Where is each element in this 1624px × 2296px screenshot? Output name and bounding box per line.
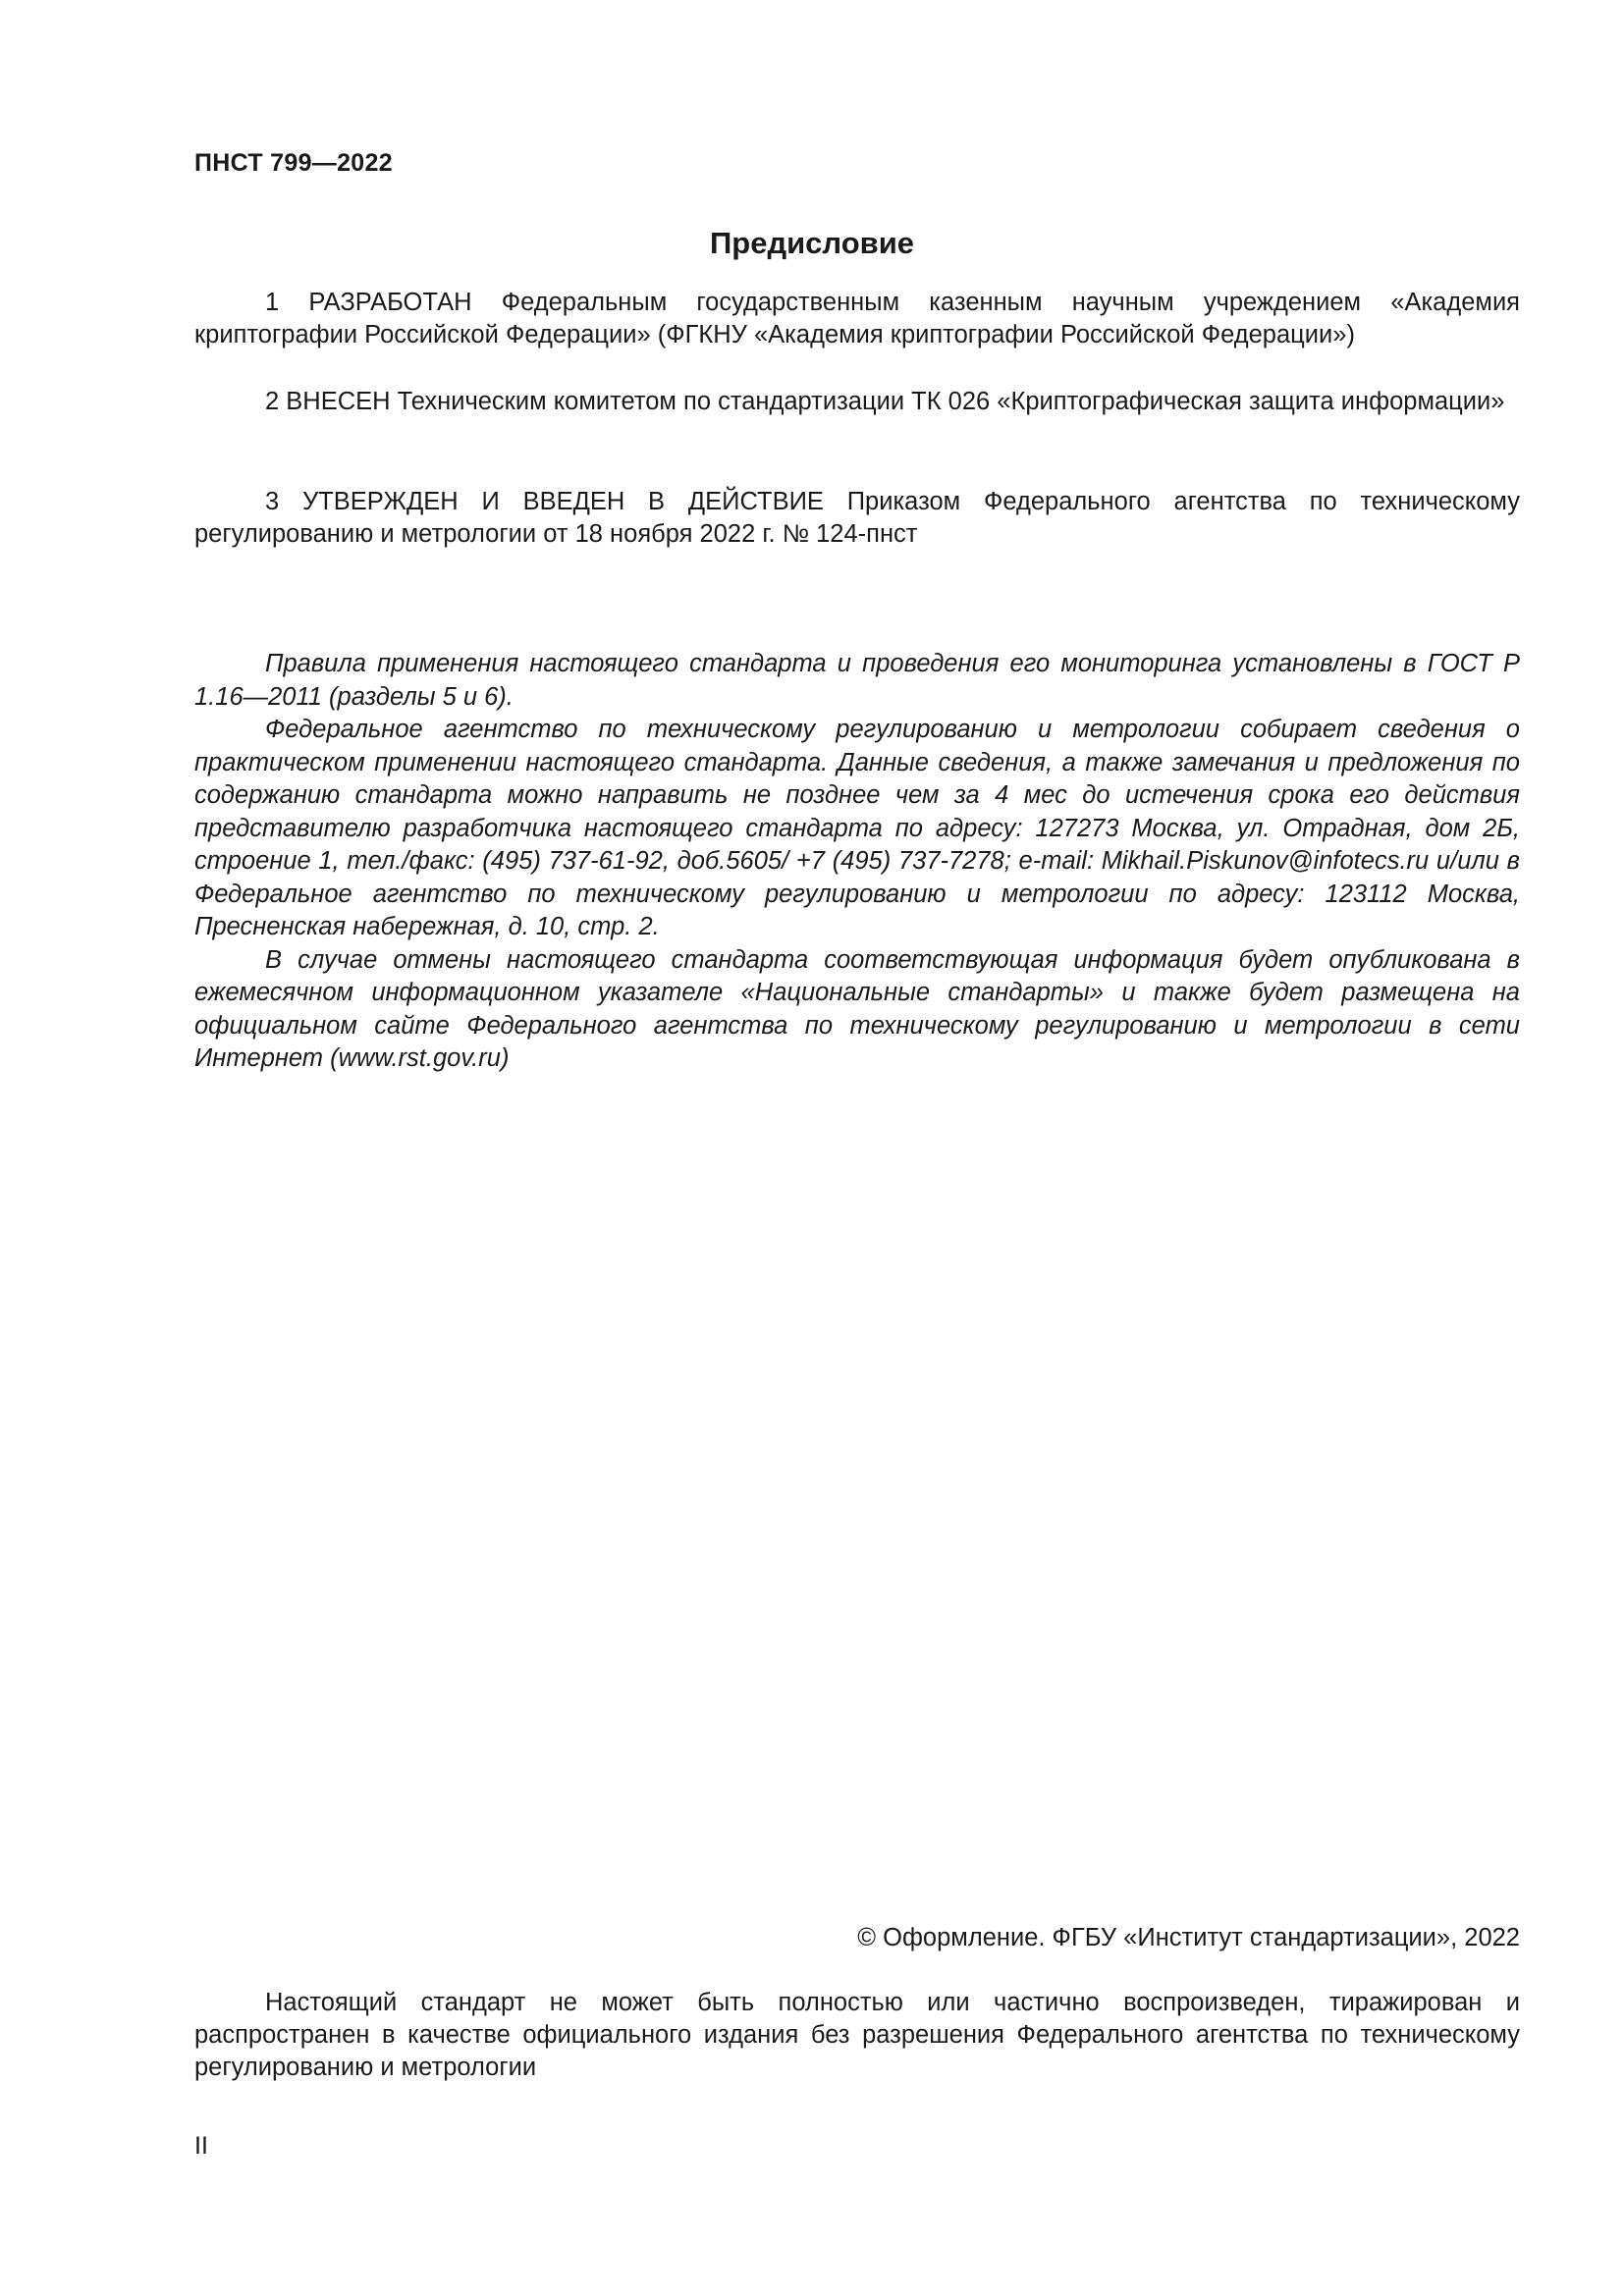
note-cancellation: В случае отмены настоящего стандарта соответствующая информация будет опубликована в ежемесячном информационном указателе «Национальные стандарты» и также будет размещена на официальном сайте Федерального агентства по техническому регулированию и метрологии в сети Интернет (www.rst.gov.ru) — [194, 945, 1520, 1072]
preface-item-introduced — [194, 386, 1520, 418]
preface-title: Предисловие — [709, 226, 914, 260]
preface-item-text: 3 УТВЕРЖДЕН И ВВЕДЕН В ДЕЙСТВИЕ Приказом Федерального агентства по техническому регулированию и метрологии от 18 ноября 2022 г. № 124-пнст — [194, 488, 1520, 548]
document-code: ПНСТ 799—2022 — [194, 149, 393, 177]
page-number: II — [194, 2132, 208, 2160]
copyright-line: © Оформление. ФГБУ «Институт стандартизации», 2022 — [857, 1924, 1520, 1951]
note-feedback: Федеральное агентство по техническому регулированию и метрологии собирает сведения о практическом применении настоящего стандарта. Данные сведения, а также замечания и предложения по содержанию стандарта можно направить не позднее чем за 4 мес до истечения срока его действия представителю разработчика настоящего стандарта по адресу: 127273 Москва, ул. Отрадная, дом 2Б, строение 1, тел./факс: (495) 737-61-92, доб.5605/ +7 (495) 737-7278; e-mail: Mikhail.Piskunov@infotecs.ru и/или в Федеральное агентство по техническому регулированию и метрологии по адресу: 123112 Москва, Пресненская набережная, д. 10, стр. 2. — [194, 716, 1520, 940]
preface-item-text: 1 РАЗРАБОТАН Федеральным государственным казенным научным учреждением «Академия криптографии Российской Федерации» (ФГКНУ «Академия криптографии Российской Федерации») — [194, 289, 1520, 348]
application-notes — [194, 648, 1520, 1076]
legal-notice-text: Настоящий стандарт не может быть полностью или частично воспроизведен, тиражирован и распространен в качестве официального издания без разрешения Федерального агентства по техническому регулированию и метрологии — [194, 1989, 1520, 2081]
note-rules: Правила применения настоящего стандарта и проведения его мониторинга установлены в ГОСТ Р 1.16—2011 (разделы 5 и 6). — [194, 650, 1520, 711]
preface-item-developed — [194, 287, 1520, 351]
preface-item-text: 2 ВНЕСЕН Техническим комитетом по стандартизации ТК 026 «Криптографическая защита информации» — [265, 388, 1505, 415]
preface-item-approved — [194, 486, 1520, 551]
legal-notice — [194, 1987, 1520, 2084]
